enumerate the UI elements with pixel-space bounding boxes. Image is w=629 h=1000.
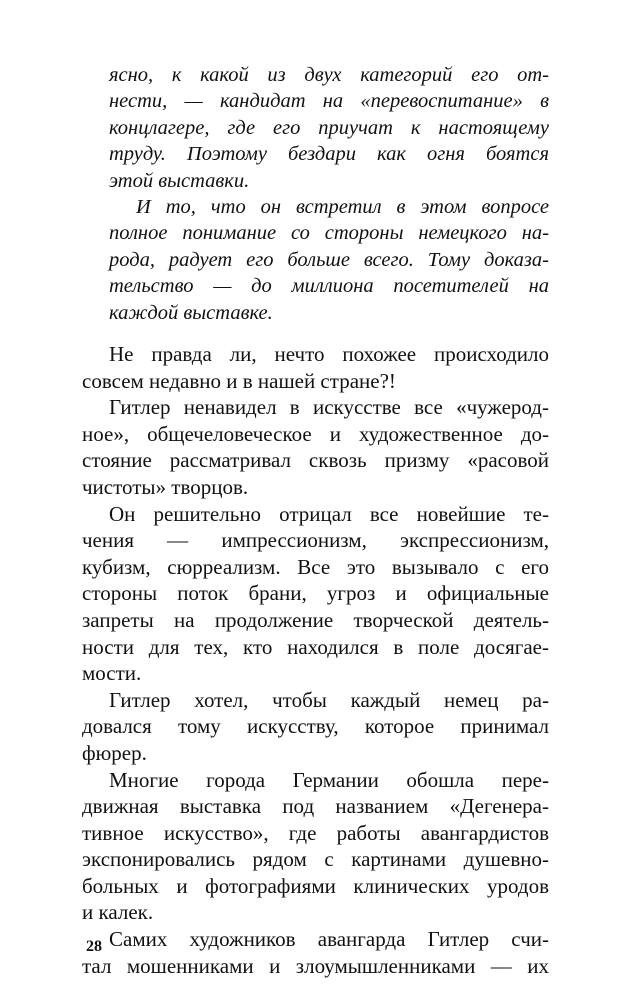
text-line: фюрер. bbox=[82, 740, 147, 765]
text-line: стороны поток брани, угроз и официальные bbox=[82, 581, 549, 606]
text-line: нести, — кандидат на «перевоспитание» в bbox=[109, 90, 549, 113]
text-line: экспонировались рядом с картинами душевно- bbox=[82, 847, 549, 872]
text-line: тал мошенниками и злоумышленниками — их bbox=[82, 953, 549, 978]
text-line: кубизм, сюрреализм. Все это вызывало с его bbox=[82, 554, 549, 579]
text-line: тивное искусство», где работы авангардистов bbox=[82, 820, 549, 845]
text-line: запреты на продолжение творческой деятель- bbox=[82, 607, 549, 632]
text-line: стояние рассматривал сквозь призму «расовой bbox=[82, 448, 549, 473]
text-line: концлагере, где его приучат к настоящему bbox=[109, 116, 549, 139]
text-line: этой выставки. bbox=[109, 169, 250, 192]
body-text bbox=[82, 341, 549, 979]
paragraph-start-line: Гитлер хотел, чтобы каждый немец ра- bbox=[109, 687, 549, 712]
text-line: довался тому искусству, которое принимал bbox=[82, 714, 549, 739]
paragraph-start-line: Многие города Германии обошла пере- bbox=[109, 767, 549, 792]
text-line: труду. Поэтому бездари как огня боятся bbox=[109, 143, 549, 166]
quote-block bbox=[109, 62, 549, 326]
paragraph-start-line: Он решительно отрицал все новейшие те- bbox=[109, 501, 549, 526]
paragraph-start-line: Самих художников авангарда Гитлер счи- bbox=[109, 927, 549, 952]
text-line: рода, радует его больше всего. Тому доказа- bbox=[109, 248, 549, 271]
text-line: движная выставка под названием «Дегенера- bbox=[82, 794, 549, 819]
text-line: мости. bbox=[82, 661, 142, 686]
text-line: тельство — до миллиона посетителей на bbox=[109, 275, 549, 298]
text-line: совсем недавно и в нашей стране?! bbox=[82, 368, 396, 393]
paragraph-start-line: Не правда ли, нечто похожее происходило bbox=[109, 342, 549, 366]
text-line: чения — импрессионизм, экспрессионизм, bbox=[82, 528, 549, 553]
paragraph-start-line: И то, что он встретил в этом вопросе bbox=[136, 196, 549, 219]
paragraph-start-line: Гитлер ненавидел в искусстве все «чужерод- bbox=[109, 395, 549, 420]
text-line: больных и фотографиями клинических уродов bbox=[82, 873, 549, 898]
text-line: чистоты» творцов. bbox=[82, 474, 249, 499]
text-line: ное», общечеловеческое и художественное до- bbox=[82, 421, 549, 446]
text-line: полное понимание со стороны немецкого на- bbox=[109, 222, 549, 245]
text-line: каждой выставке. bbox=[109, 301, 273, 324]
text-line: ности для тех, кто находился в поле досягае- bbox=[82, 634, 549, 659]
text-line: и калек. bbox=[82, 900, 154, 925]
page-number: 28 bbox=[86, 938, 102, 955]
text-line: ясно, к какой из двух категорий его от- bbox=[109, 64, 549, 86]
